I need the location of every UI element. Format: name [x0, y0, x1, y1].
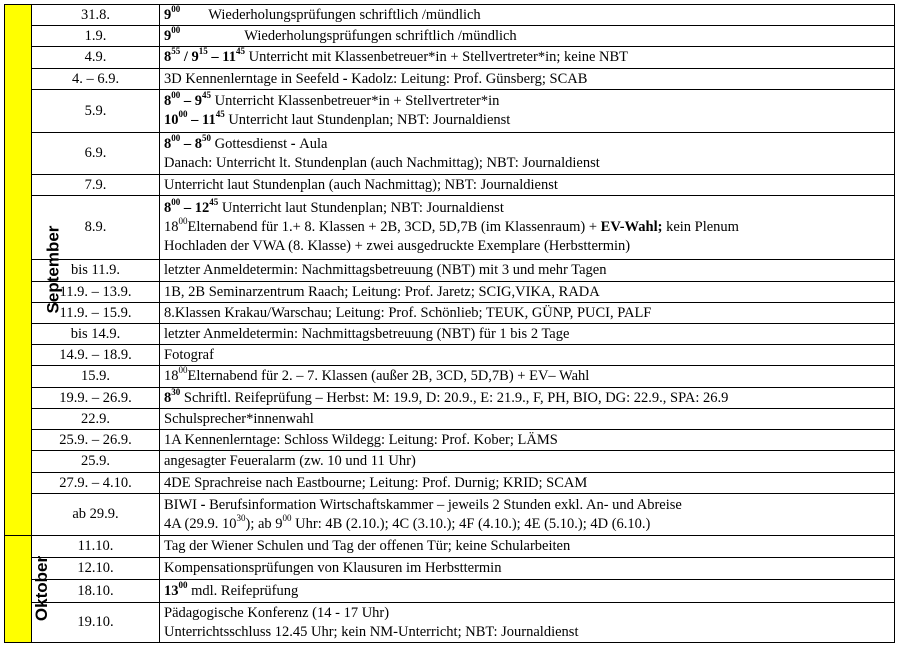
event-description: angesagter Feueralarm (zw. 10 und 11 Uhr) [160, 451, 895, 473]
event-description: $13^{00}$ mdl. Reifeprüfung [160, 580, 895, 603]
event-date: 8.9. [32, 196, 160, 260]
event-description: $9^{00}$ Wiederholungsprüfungen schriftlich /mündlich [160, 26, 895, 47]
event-date: 6.9. [32, 133, 160, 175]
event-description: Pädagogische Konferenz (14 - 17 Uhr) Unterrichtsschluss 12.45 Uhr; kein NM-Unterricht; NBT: Journaldienst [160, 603, 895, 643]
table-row [5, 409, 895, 430]
event-date: 1.9. [32, 26, 160, 47]
table-row [5, 324, 895, 345]
event-description: 3D Kennenlerntage in Seefeld - Kadolz: Leitung: Prof. Günsberg; SCAB [160, 69, 895, 90]
event-description: Fotograf [160, 345, 895, 366]
event-date: 4. – 6.9. [32, 69, 160, 90]
table-row [5, 303, 895, 324]
event-description: 4DE Sprachreise nach Eastbourne; Leitung: Prof. Durnig; KRID; SCAM [160, 473, 895, 494]
table-row [5, 5, 895, 26]
event-date: 15.9. [32, 366, 160, 388]
event-date: 25.9. – 26.9. [32, 430, 160, 451]
event-description: letzter Anmeldetermin: Nachmittagsbetreuung (NBT) für 1 bis 2 Tage [160, 324, 895, 345]
table-row [5, 69, 895, 90]
month-label-september [5, 5, 63, 536]
table-row [5, 175, 895, 196]
event-description: $8^{00} - 8^{50}$ Gottesdienst - Aula Danach: Unterricht lt. Stundenplan (auch Nachmittag); NBT: Journaldienst [160, 133, 895, 175]
table-row [5, 388, 895, 409]
event-date: 18.10. [32, 580, 160, 603]
table-row [5, 430, 895, 451]
event-description: 8.Klassen Krakau/Warschau; Leitung: Prof. Schönlieb; TEUK, GÜNP, PUCI, PALF [160, 303, 895, 324]
event-date: 5.9. [32, 90, 160, 133]
event-description: $8^{00} - 9^{45}$ Unterricht Klassenbetreuer*in + Stellvertreter*in $10^{00} - 11^{45}$ Unterricht laut Stundenplan; NBT: Journaldienst [160, 90, 895, 133]
table-row [5, 473, 895, 494]
table-row [5, 580, 895, 603]
table-row [5, 603, 895, 643]
event-description: 1B, 2B Seminarzentrum Raach; Leitung: Prof. Jaretz; SCIG,VIKA, RADA [160, 282, 895, 303]
table-row [5, 133, 895, 175]
table-row [5, 494, 895, 536]
event-description: $18^{00}Elternabend$ für 2. – 7. Klassen (außer 2B, 3CD, 5D,7B) + EV– Wahl [160, 366, 895, 388]
event-date: bis 11.9. [32, 260, 160, 282]
event-date: 12.10. [32, 558, 160, 580]
event-description: Unterricht laut Stundenplan (auch Nachmittag); NBT: Journaldienst [160, 175, 895, 196]
event-date: 7.9. [32, 175, 160, 196]
table-row [5, 558, 895, 580]
event-description: Tag der Wiener Schulen und Tag der offenen Tür; keine Schularbeiten [160, 536, 895, 558]
event-date: 22.9. [32, 409, 160, 430]
table-row [5, 282, 895, 303]
month-label-oktober [5, 536, 52, 643]
month-text: September [43, 225, 63, 313]
table-row [5, 47, 895, 69]
event-date: 27.9. – 4.10. [32, 473, 160, 494]
table-row [5, 366, 895, 388]
event-description: 1A Kennenlerntage: Schloss Wildegg: Leitung: Prof. Kober; LÄMS [160, 430, 895, 451]
table-row [5, 26, 895, 47]
event-description: $8^{30}$ Schriftl. Reifeprüfung – Herbst: M: 19.9, D: 20.9., E: 21.9., F, PH, BIO, DG: 22.9., SPA: 26.9 [160, 388, 895, 409]
event-description: Kompensationsprüfungen von Klausuren im Herbsttermin [160, 558, 895, 580]
month-text: Oktober [32, 555, 52, 621]
event-date: 11.9. – 13.9. [32, 282, 160, 303]
table-row [5, 345, 895, 366]
event-description: $9^{00}$ Wiederholungsprüfungen schriftlich /mündlich [160, 5, 895, 26]
table-row [5, 196, 895, 260]
school-calendar-table [4, 4, 895, 643]
event-description: $8^{00} - 12^{45}$ Unterricht laut Stundenplan; NBT: Journaldienst $18^{00}Elternabend$ für 1.+ 8. Klassen + 2B, 3CD, 5D,7B (im Klassenraum) + EV-Wahl; kein Plenum Hochladen der VWA (8. Klasse) + zwei ausgedruckte Exemplare (Herbsttermin) [160, 196, 895, 260]
table-row [5, 536, 895, 558]
event-date: 31.8. [32, 5, 160, 26]
event-date: bis 14.9. [32, 324, 160, 345]
event-description: letzter Anmeldetermin: Nachmittagsbetreuung (NBT) mit 3 und mehr Tagen [160, 260, 895, 282]
event-date: 11.10. [32, 536, 160, 558]
table-row [5, 260, 895, 282]
event-date: 19.9. – 26.9. [32, 388, 160, 409]
event-date: 11.9. – 15.9. [32, 303, 160, 324]
event-date: 14.9. – 18.9. [32, 345, 160, 366]
table-row [5, 90, 895, 133]
event-date: 25.9. [32, 451, 160, 473]
event-description: Schulsprecher*innenwahl [160, 409, 895, 430]
event-date: 4.9. [32, 47, 160, 69]
event-date: ab 29.9. [32, 494, 160, 536]
event-description: $8^{55} / 9^{15} - 11^{45}$ Unterricht mit Klassenbetreuer*in + Stellvertreter*in; keine NBT [160, 47, 895, 69]
table-row [5, 451, 895, 473]
event-description: BIWI - Berufsinformation Wirtschaftskammer – jeweils 2 Stunden exkl. An- und Abreise 4A (29.9. $10^{30}$); ab $9^{00}$ Uhr: 4B (2.10.); 4C (3.10.); 4F (4.10.); 4E (5.10.); 4D (6.10.) [160, 494, 895, 536]
event-date: 19.10. [32, 603, 160, 643]
